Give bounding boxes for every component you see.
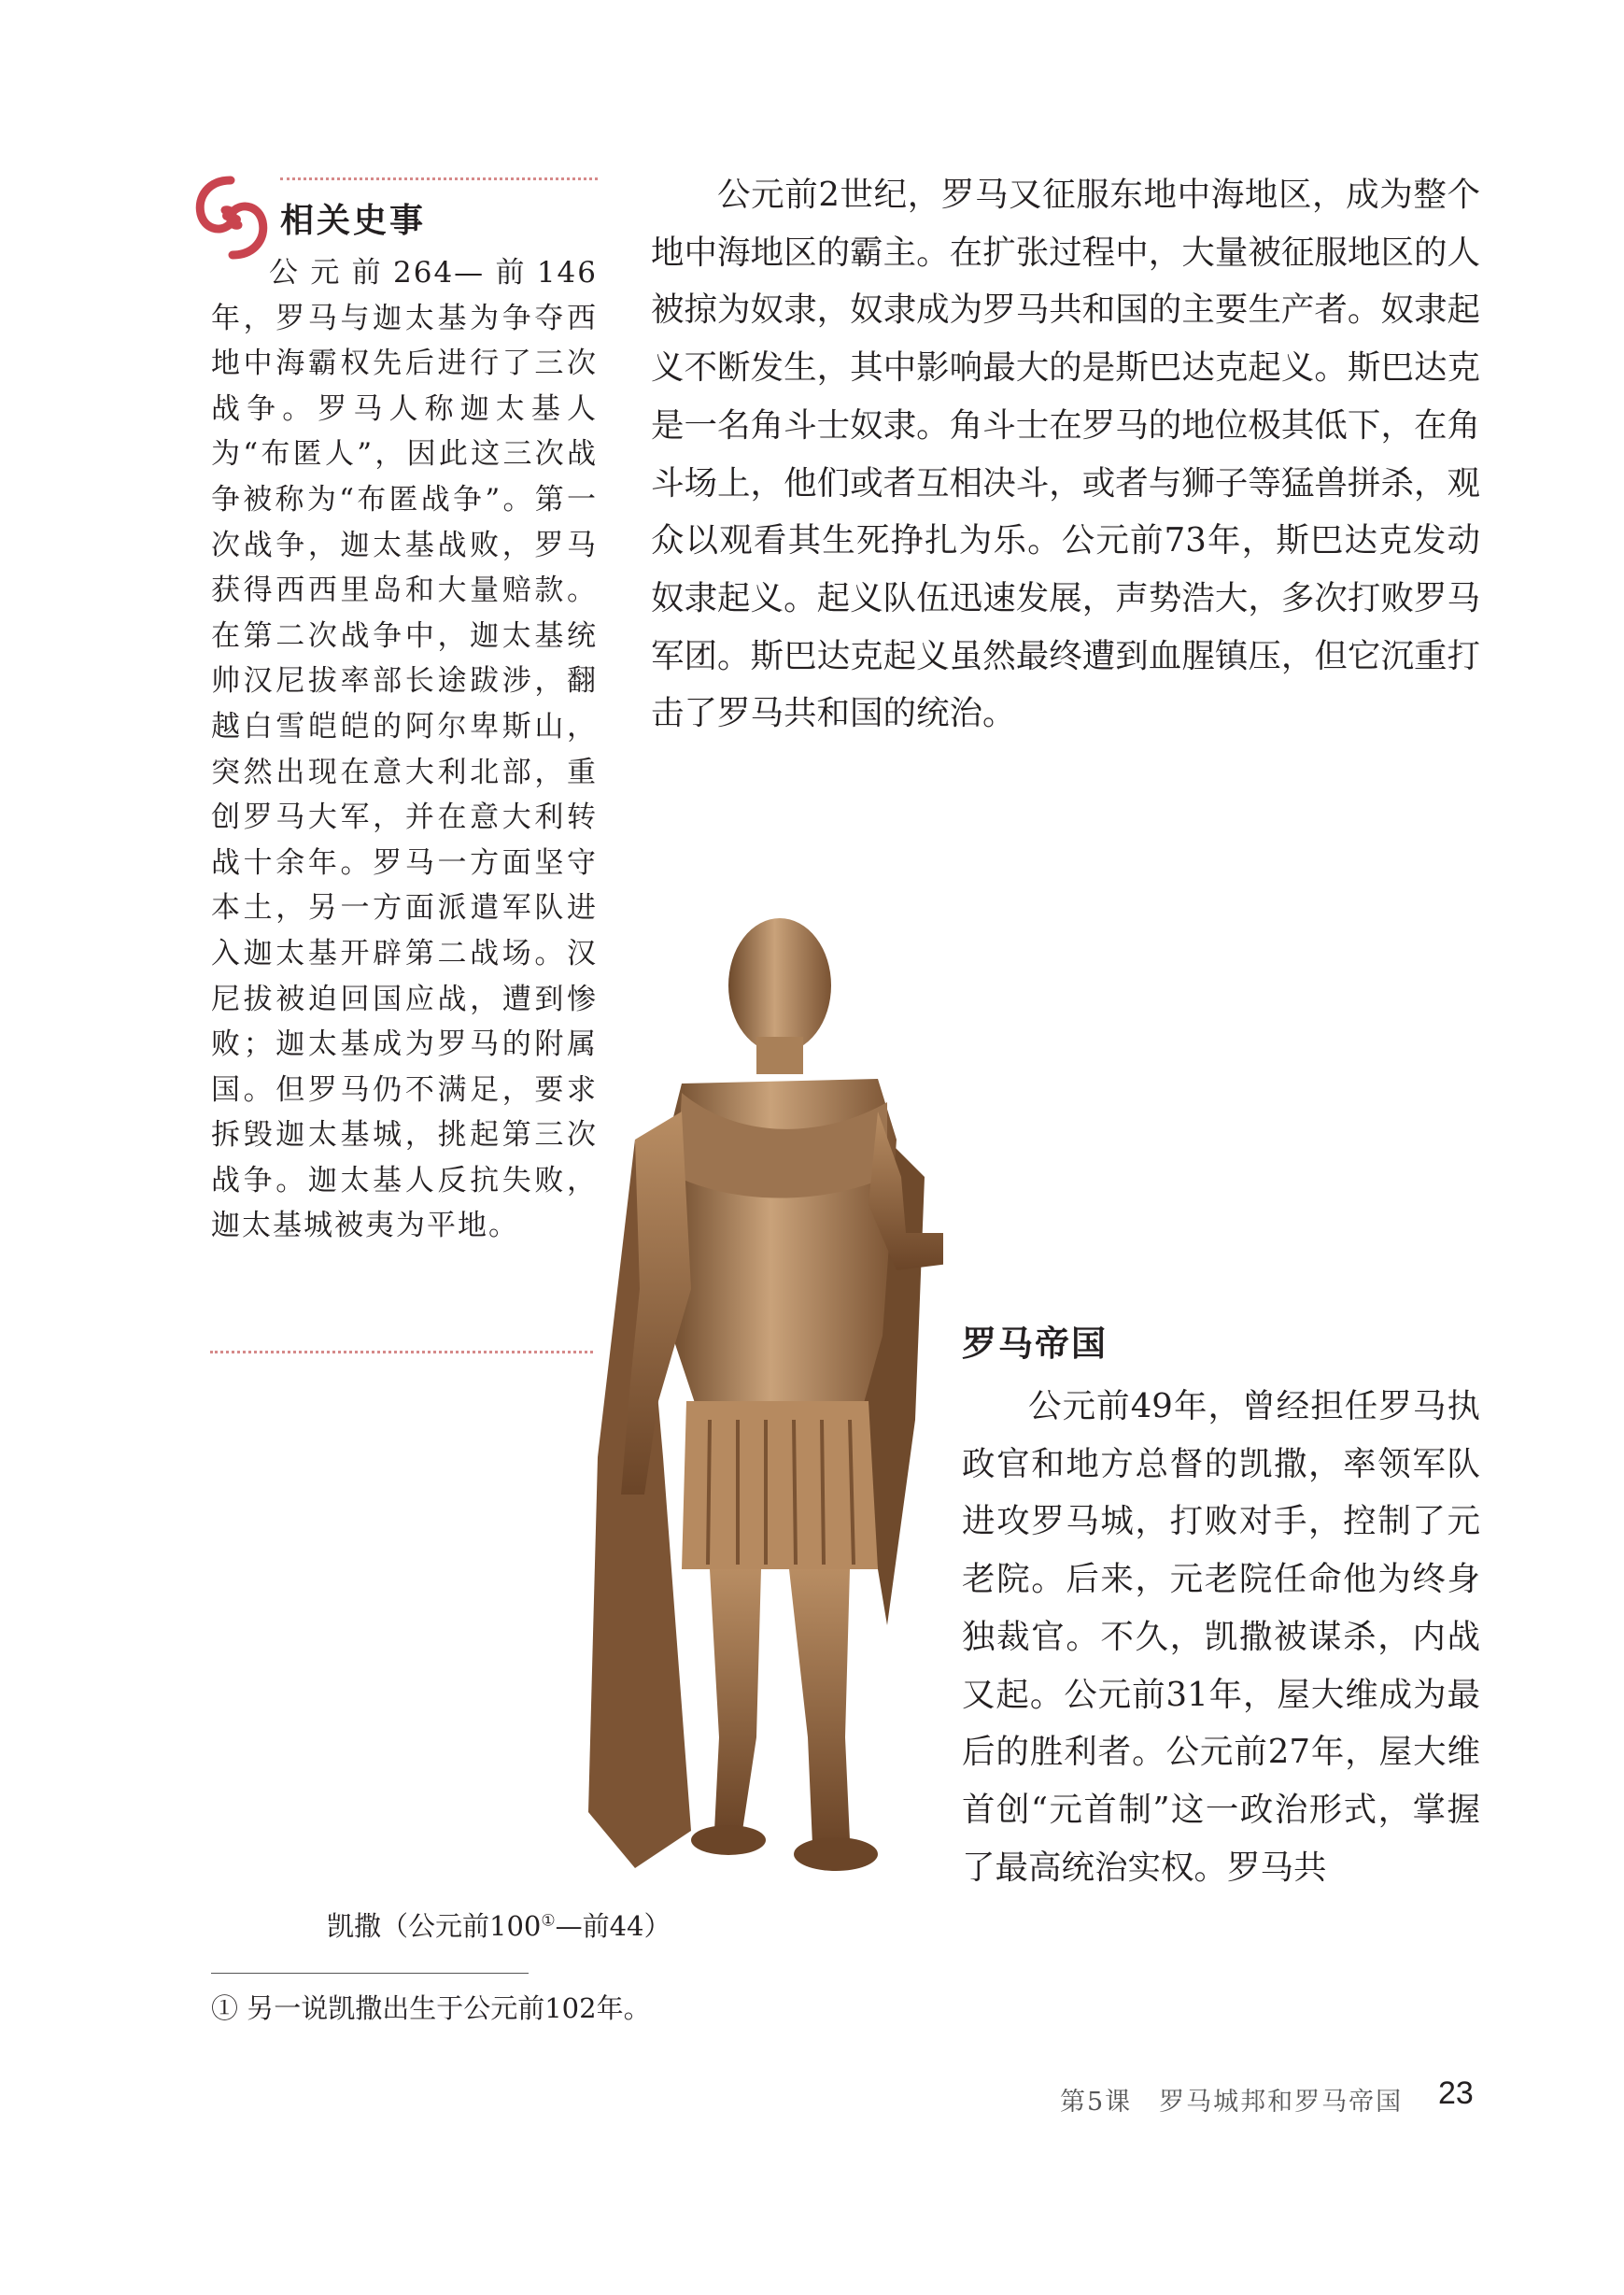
empire-paragraph: 公元前49年，曾经担任罗马执政官和地方总督的凯撒，率领军队进攻罗马城，打败对手，控制了元老院。后来，元老院任命他为终身独裁官。不久，凯撒被谋杀，内战又起。公元前31年，屋大维成为最后的胜利者。公元前27年，屋大维首创“元首制”这一政治形式，掌握了最高统治实权。罗马共	[962, 1387, 1480, 1887]
statue-caption	[327, 1905, 671, 1944]
running-footer: 第5课 罗马城邦和罗马帝国	[1060, 2088, 1404, 2117]
footnote-divider	[211, 1973, 529, 1974]
sidebar-top-divider	[280, 177, 598, 180]
caesar-statue-image	[579, 897, 943, 1924]
page-number: 23	[1438, 2075, 1474, 2111]
sidebar-text: 公元前264—前146年，罗马与迦太基为争夺西地中海霸权先后进行了三次战争。罗马人称迦太基人为“布匿人”，因此这三次战争被称为“布匿战争”。第一次战争，迦太基战败，罗马获得西西里岛和大量赔款。在第二次战争中，迦太基统帅汉尼拔率部长途跋涉，翻越白雪皑皑的阿尔卑斯山，突然出现在意大利北部，重创罗马大军，并在意大利转战十余年。罗马一方面坚守本土，另一方面派遣军队进入迦太基开辟第二战场。汉尼拔被迫回国应战，遭到惨败；迦太基成为罗马的附属国。但罗马仍不满足，要求拆毁迦太基城，挑起第三次战争。迦太基人反抗失败，迦太基城被夷为平地。	[211, 256, 598, 1243]
footnote: ① 另一说凯撒出生于公元前102年。	[211, 1992, 651, 2024]
section-title: 罗马帝国	[962, 1324, 1108, 1364]
caption-text: 凯撒（公元前100	[327, 1910, 542, 1942]
sidebar-title: 相关史事	[280, 202, 427, 240]
caption-text-end: —前44）	[555, 1910, 671, 1942]
related-history-logo-icon	[191, 173, 271, 262]
sidebar-bottom-divider	[210, 1351, 593, 1353]
footnote-marker: ①	[541, 1911, 556, 1931]
main-paragraph: 公元前2世纪，罗马又征服东地中海地区，成为整个地中海地区的霸主。在扩张过程中，大量被征服地区的人被掠为奴隶，奴隶成为罗马共和国的主要生产者。奴隶起义不断发生，其中影响最大的是斯巴达克起义。斯巴达克是一名角斗士奴隶。角斗士在罗马的地位极其低下，在角斗场上，他们或者互相决斗，或者与狮子等猛兽拼杀，观众以观看其生死挣扎为乐。公元前73年，斯巴达克发动奴隶起义。起义队伍迅速发展，声势浩大，多次打败罗马军团。斯巴达克起义虽然最终遭到血腥镇压，但它沉重打击了罗马共和国的统治。	[651, 176, 1480, 733]
